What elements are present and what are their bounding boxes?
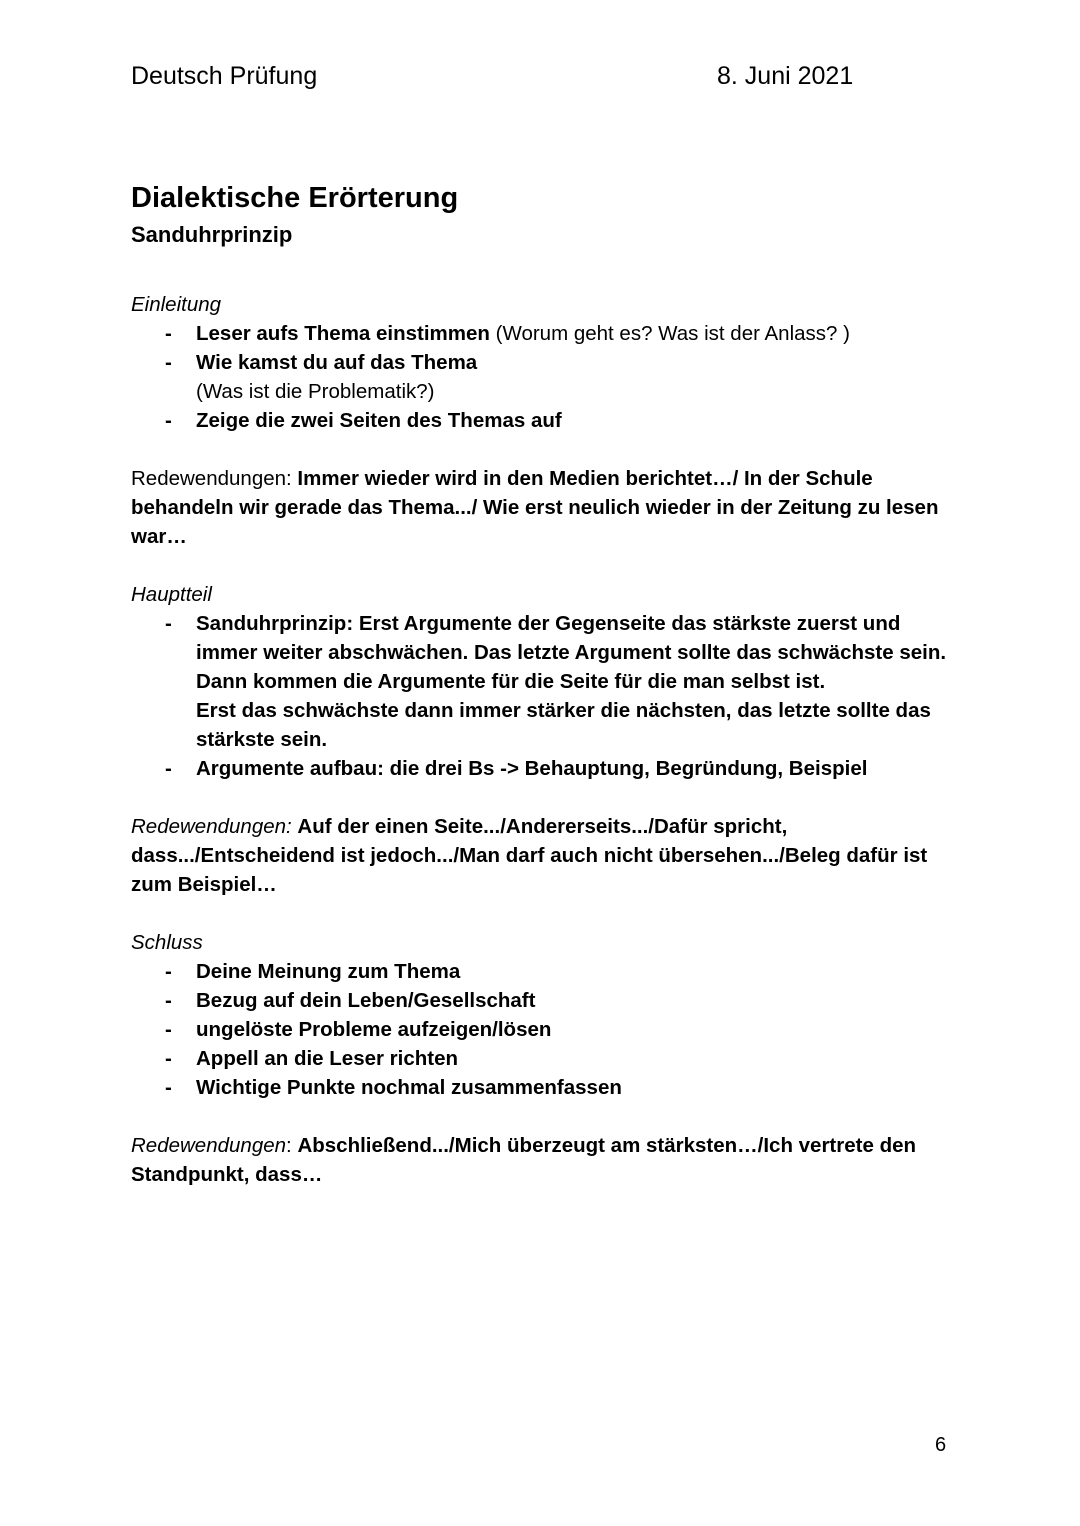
list-item-bold: Leser aufs Thema einstimmen xyxy=(196,322,490,345)
einleitung-list xyxy=(131,319,961,435)
phrases-label: Redewendungen xyxy=(131,1134,287,1157)
list-item: - Deine Meinung zum Thema xyxy=(196,957,961,986)
section-label-einleitung: Einleitung xyxy=(131,293,222,316)
section-label-schluss: Schluss xyxy=(131,931,203,954)
page-title: Dialektische Erörterung xyxy=(131,182,459,214)
list-item-text: Argumente aufbau: die drei Bs -> Behauptung, Begründung, Beispiel xyxy=(196,757,868,780)
list-item-text: Dann kommen die Argumente für die Seite für die man selbst ist. xyxy=(196,670,826,693)
hauptteil-list xyxy=(131,609,961,783)
page-subtitle: Sanduhrprinzip xyxy=(131,222,293,247)
list-item-text: Erst das schwächste dann immer stärker die nächsten, das letzte sollte das stärkste sein. xyxy=(196,699,931,751)
list-item-bold: Zeige die zwei Seiten des Themas auf xyxy=(196,409,562,432)
list-item-text: Sanduhrprinzip: Erst Argumente der Gegenseite das stärkste zuerst und immer weiter abschwächen. Das letzte Argument sollte das schwächste sein. xyxy=(196,612,947,664)
list-item xyxy=(196,348,961,406)
list-item xyxy=(196,319,961,348)
schluss-phrases xyxy=(131,1131,961,1189)
list-item xyxy=(196,609,961,754)
document-body xyxy=(131,290,961,1189)
header-subject: Deutsch Prüfung xyxy=(131,62,318,90)
phrases-colon: : xyxy=(286,1134,298,1157)
header-date: 8. Juni 2021 xyxy=(717,62,854,90)
list-item: - Bezug auf dein Leben/Gesellschaft xyxy=(196,986,961,1015)
schluss-list xyxy=(131,957,961,1102)
list-item xyxy=(196,754,961,783)
einleitung-phrases xyxy=(131,464,961,551)
phrases-text: Immer wieder wird in den Medien berichtet…/ In der Schule behandeln wir gerade das Thema.../ Wie erst neulich wieder in der Zeitung zu lesen war… xyxy=(131,467,939,548)
page-number: 6 xyxy=(935,1434,947,1456)
list-item-note: (Was ist die Problematik?) xyxy=(196,380,435,403)
section-label-hauptteil: Hauptteil xyxy=(131,583,212,606)
list-item xyxy=(196,406,961,435)
hauptteil-phrases xyxy=(131,812,961,899)
phrases-label: Redewendungen: xyxy=(131,815,298,838)
list-item-note: (Worum geht es? Was ist der Anlass? ) xyxy=(489,322,850,345)
list-item-bold: Wie kamst du auf das Thema xyxy=(196,351,478,374)
list-item: - ungelöste Probleme aufzeigen/lösen xyxy=(196,1015,961,1044)
phrases-text: Abschließend.../Mich überzeugt am stärksten…/Ich vertrete den Standpunkt, dass… xyxy=(131,1134,917,1186)
list-item: - Wichtige Punkte nochmal zusammenfassen xyxy=(196,1073,961,1102)
list-item: - Appell an die Leser richten xyxy=(196,1044,961,1073)
phrases-text: Auf der einen Seite.../Andererseits.../Dafür spricht, dass.../Entscheidend ist jedoch.../Man darf auch nicht übersehen.../Beleg dafür ist zum Beispiel… xyxy=(131,815,928,896)
phrases-label: Redewendungen: xyxy=(131,467,298,490)
